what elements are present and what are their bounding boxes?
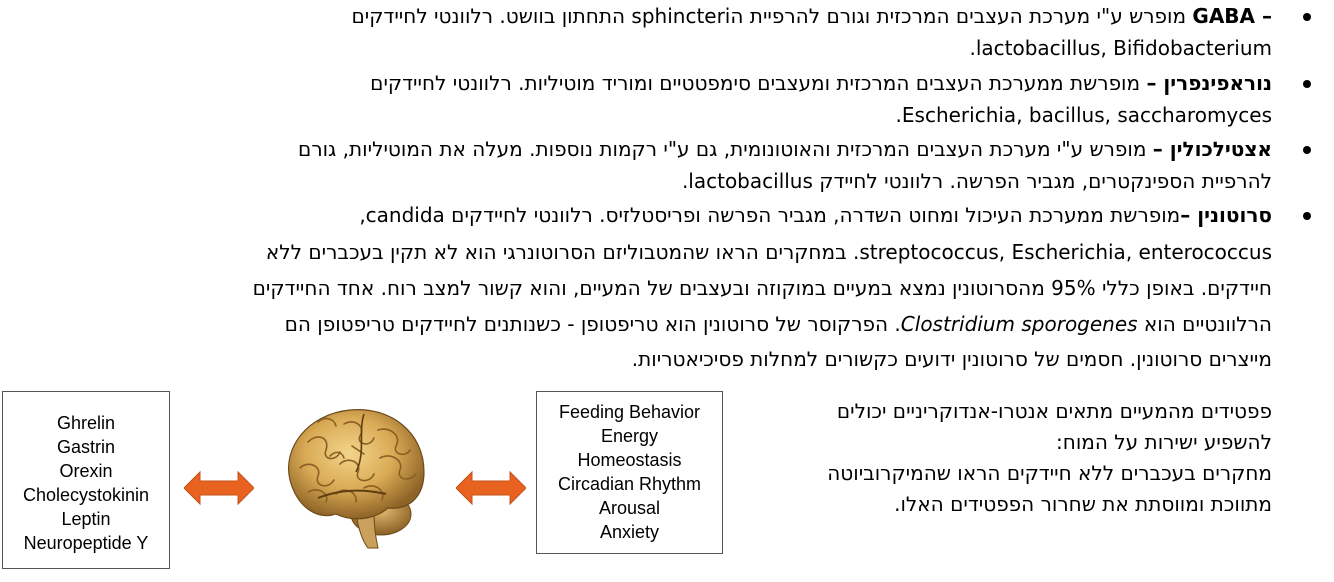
bullet-dot xyxy=(1303,13,1311,21)
description-line: מתווכת ומווסתת את שחרור הפפטידים האלו. xyxy=(894,492,1272,516)
function-label: Arousal xyxy=(598,498,661,518)
bullet-dot xyxy=(1303,212,1311,220)
bullet-serotonin-line5: מייצרים סרוטונין. חסמים של סרוטונין ידועים כקשורים למחלות פסיכיאטריות. xyxy=(631,347,1272,371)
double-arrow-icon xyxy=(184,470,254,506)
bullet-serotonin-line1 xyxy=(359,199,1272,231)
peptide-label: Leptin xyxy=(61,509,111,529)
bullet-noradrenaline-term: נוראפינפרין – xyxy=(1146,71,1272,95)
functions-box xyxy=(536,391,723,554)
bullet-serotonin-species: Clostridium sporogenes xyxy=(900,312,1138,336)
arrow-shape xyxy=(456,472,526,504)
bullet-noradrenaline-line2: Escherichia, bacillus, saccharomyces. xyxy=(895,103,1272,127)
bullet-acetylcholine-text: מופרש ע"י מערכת העצבים המרכזית והאוטונומית, גם ע"י רקמות נוספות. מעלה את המוטיליות, גורם xyxy=(298,137,1153,161)
peptides-box xyxy=(2,391,170,569)
function-label: Circadian Rhythm xyxy=(557,474,702,494)
bullet-gaba-text: מופרש ע"י מערכת העצבים המרכזית וגורם להרפיית הsphincteri התחתון בוושט. רלוונטי לחיידקים xyxy=(351,4,1193,28)
bullet-dot xyxy=(1303,80,1311,88)
bullet-serotonin-term: סרוטונין – xyxy=(1180,203,1272,227)
description-line: להשפיע ישירות על המוח: xyxy=(1056,430,1272,454)
arrow-shape xyxy=(184,472,254,504)
function-label: Feeding Behavior xyxy=(558,402,701,422)
peptide-label: Orexin xyxy=(59,461,113,481)
bullet-gaba-term: GABA – xyxy=(1192,4,1272,28)
function-label: Anxiety xyxy=(599,522,660,542)
peptide-label: Gastrin xyxy=(56,437,116,457)
bullet-serotonin-line2: streptococcus, Escherichia, enterococcus. במחקרים הראו שהמטבוליזם הסרוטונרגי הוא לא תקין בעכברים ללא xyxy=(265,240,1272,264)
bullet-serotonin-line4 xyxy=(285,308,1272,340)
bullet-gaba-line1 xyxy=(351,0,1272,32)
peptide-label: Neuropeptide Y xyxy=(23,533,149,553)
bullet-acetylcholine-line2: להרפיית הספינקטרים, מגביר הפרשה. רלוונטי לחיידק lactobacillus. xyxy=(681,169,1272,193)
bullet-gaba-line2: lactobacillus, Bifidobacterium. xyxy=(969,36,1272,60)
bullet-serotonin-line4-post: . הפרקוסר של סרוטונין הוא טריפטופן - כשנותנים לחיידקים טריפטופן הם xyxy=(284,312,901,336)
double-arrow-icon xyxy=(456,470,526,506)
bullet-acetylcholine-line1 xyxy=(298,133,1272,165)
bullet-acetylcholine-term: אצטילכולין – xyxy=(1152,137,1272,161)
bullet-serotonin-line3: חיידקים. באופן כללי 95% מהסרוטונין נמצא במעיים במוקוזה ובעצבים של המעיים, והוא קשור למצב רוח. אחד החיידקים xyxy=(252,276,1272,300)
description-line: פפטידים מהמעיים מתאים אנטרו-אנדוקריניים יכולים xyxy=(836,399,1272,423)
peptide-label: Cholecystokinin xyxy=(22,485,150,505)
bullet-serotonin-text: מופרשת ממערכת העיכול ומחוט השדרה, מגביר הפרשה ופריסטלזיס. רלוונטי לחיידקים candida, xyxy=(359,203,1181,227)
function-label: Homeostasis xyxy=(577,450,682,470)
brain-image xyxy=(278,402,428,550)
peptide-label: Ghrelin xyxy=(56,413,116,433)
function-label: Energy xyxy=(600,426,659,446)
peptides-description xyxy=(802,396,1272,520)
bullet-dot xyxy=(1303,146,1311,154)
bullet-noradrenaline-line1 xyxy=(370,67,1272,99)
bullet-serotonin-line4-pre: הרלוונטיים הוא xyxy=(1137,312,1272,336)
description-line: מחקרים בעכברים ללא חיידקים הראו שהמיקרוביוטה xyxy=(827,461,1272,485)
bullet-noradrenaline-text: מופרשת ממערכת העצבים המרכזית ומעצבים סימפטטיים ומוריד מוטיליות. רלוונטי לחיידקים xyxy=(370,71,1147,95)
